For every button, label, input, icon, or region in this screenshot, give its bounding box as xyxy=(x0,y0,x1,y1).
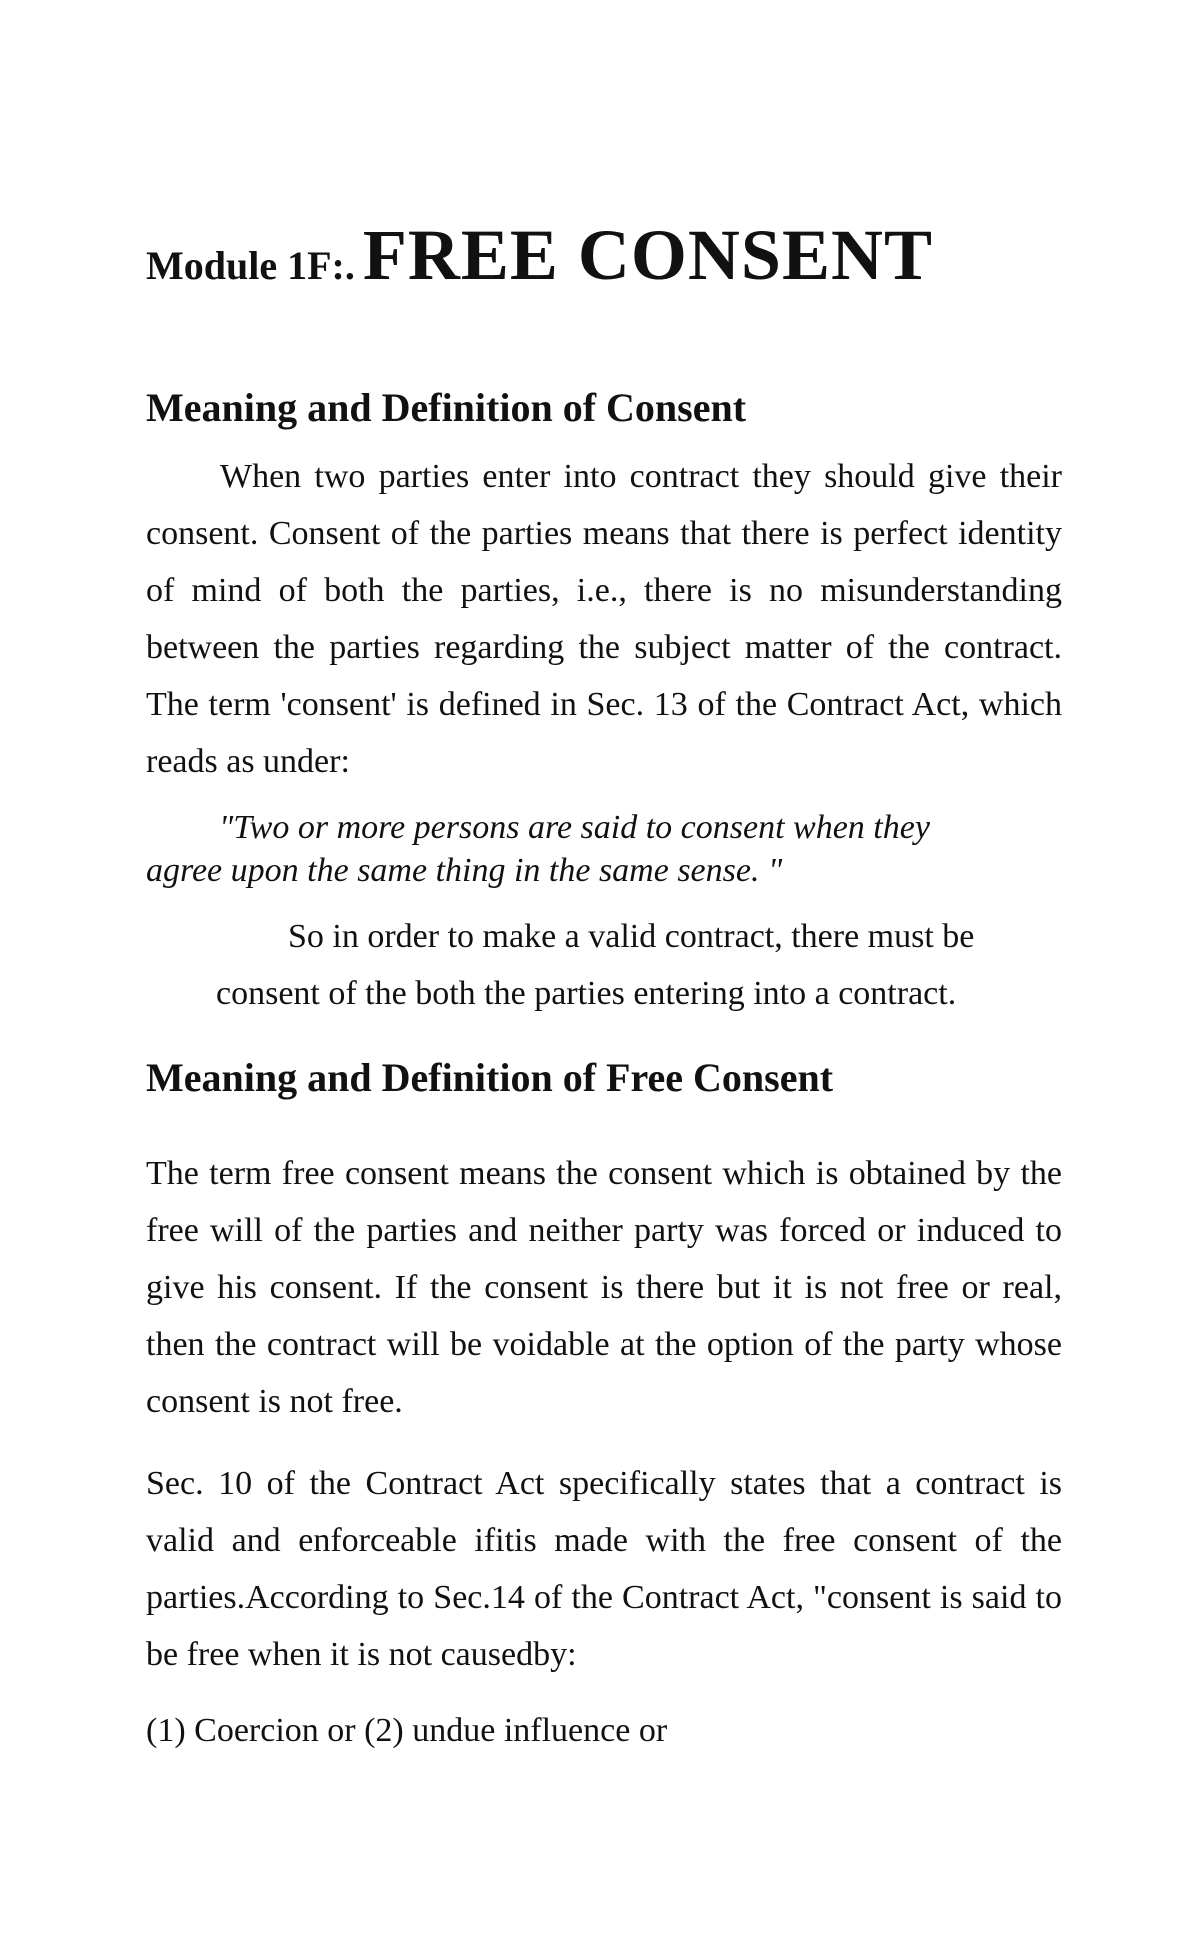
section-heading-free-consent: Meaning and Definition of Free Consent xyxy=(146,1055,834,1100)
page-title xyxy=(146,214,933,297)
title-text: FREE CONSENT xyxy=(362,215,933,295)
consent-definition-quote: "Two or more persons are said to consent when they agree upon the same thing in the same sense. " xyxy=(146,809,930,889)
free-consent-paragraph: The term free consent means the consent which is obtained by the free will of the parties and neither party was forced or induced to give his consent. If the consent is there but it is not free or real, then the contract will be voidable at the option of the party whose consent is not free. xyxy=(146,1155,1062,1420)
module-label: Module 1F:. xyxy=(146,243,355,288)
causes-list-line: (1) Coercion or (2) undue influence or xyxy=(146,1712,668,1749)
section-heading-consent: Meaning and Definition of Consent xyxy=(146,385,747,430)
section-10-paragraph: Sec. 10 of the Contract Act specifically states that a contract is valid and enforceable ifitis made with the free consent of the parties.According to Sec.14 of the Contract Act, "consent is said to be free when it is not causedby: xyxy=(146,1465,1062,1673)
consent-conclusion: So in order to make a valid contract, there must be consent of the both the parties entering into a contract. xyxy=(216,918,975,1012)
consent-paragraph: When two parties enter into contract they should give their consent. Consent of the parties means that there is perfect identity of mind of both the parties, i.e., there is no misunderstanding between the parties regarding the subject matter of the contract. The term 'consent' is defined in Sec. 13 of the Contract Act, which reads as under: xyxy=(146,458,1062,780)
